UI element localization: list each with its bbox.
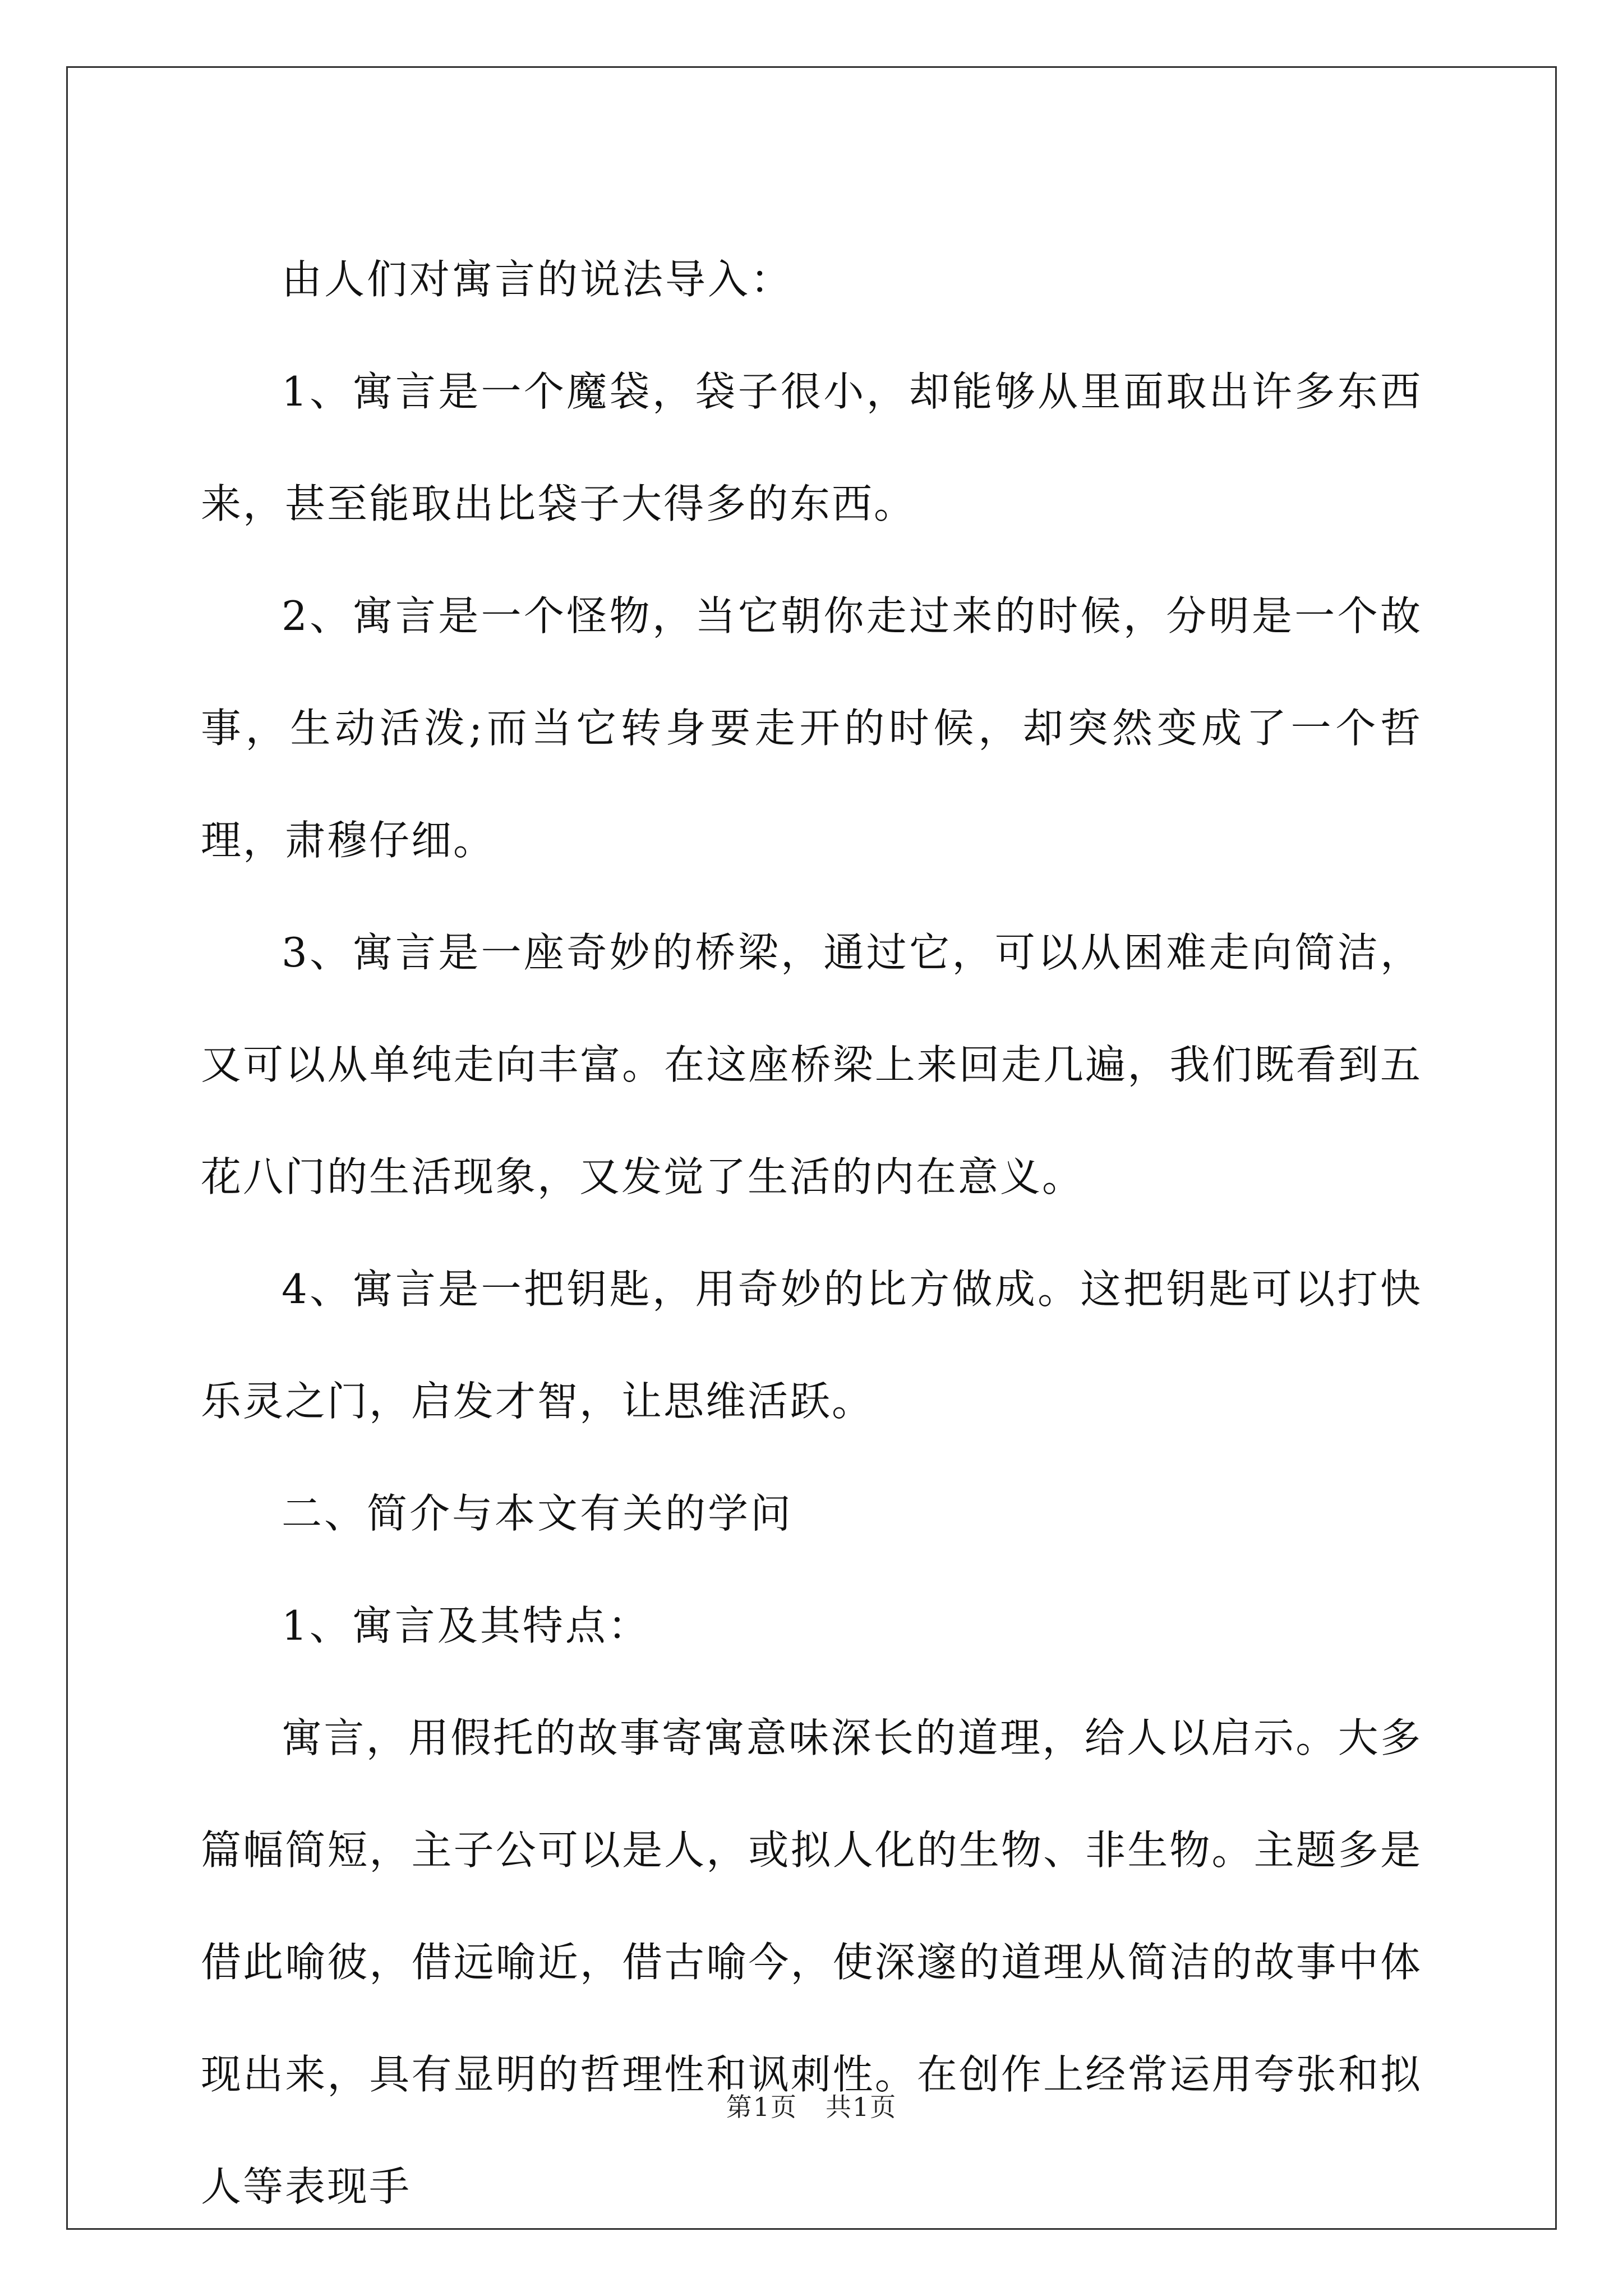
page-total: 共1页: [826, 2092, 897, 2122]
paragraph-item-1: 1、寓言是一个魔袋，袋子很小，却能够从里面取出许多东西来，甚至能取出比袋子大得多的东西。: [201, 368, 1422, 527]
paragraph-intro: 由人们对寓言的说法导入：: [282, 256, 794, 303]
document-body: [201, 223, 1422, 2243]
paragraph-item-4: 4、寓言是一把钥匙，用奇妙的比方做成。这把钥匙可以打快乐灵之门，启发才智，让思维活跃。: [201, 1266, 1422, 1425]
section-heading: 二、简介与本文有关的学问: [282, 1490, 794, 1537]
paragraph-item-2: 2、寓言是一个怪物，当它朝你走过来的时候，分明是一个故事，生动活泼;而当它转身要走开的时候，却突然变成了一个哲理，肃穆仔细。: [201, 592, 1422, 864]
paragraph-item-3: 3、寓言是一座奇妙的桥梁，通过它，可以从困难走向简洁，又可以从单纯走向丰富。在这座桥梁上来回走几遍，我们既看到五花八门的生活现象，又发觉了生活的内在意义。: [201, 929, 1422, 1200]
page-footer: [0, 2087, 1623, 2124]
paragraph-definition: 寓言，用假托的故事寄寓意味深长的道理，给人以启示。大多篇幅简短，主子公可以是人，或拟人化的生物、非生物。主题多是借此喻彼，借远喻近，借古喻今，使深邃的道理从简洁的故事中体现出来，具有显明的哲理性和讽刺性。在创作上经常运用夸张和拟人等表现手: [201, 1714, 1422, 2210]
subsection-heading: 1、寓言及其特点：: [282, 1602, 651, 1649]
page-number: 第1页: [726, 2092, 797, 2122]
